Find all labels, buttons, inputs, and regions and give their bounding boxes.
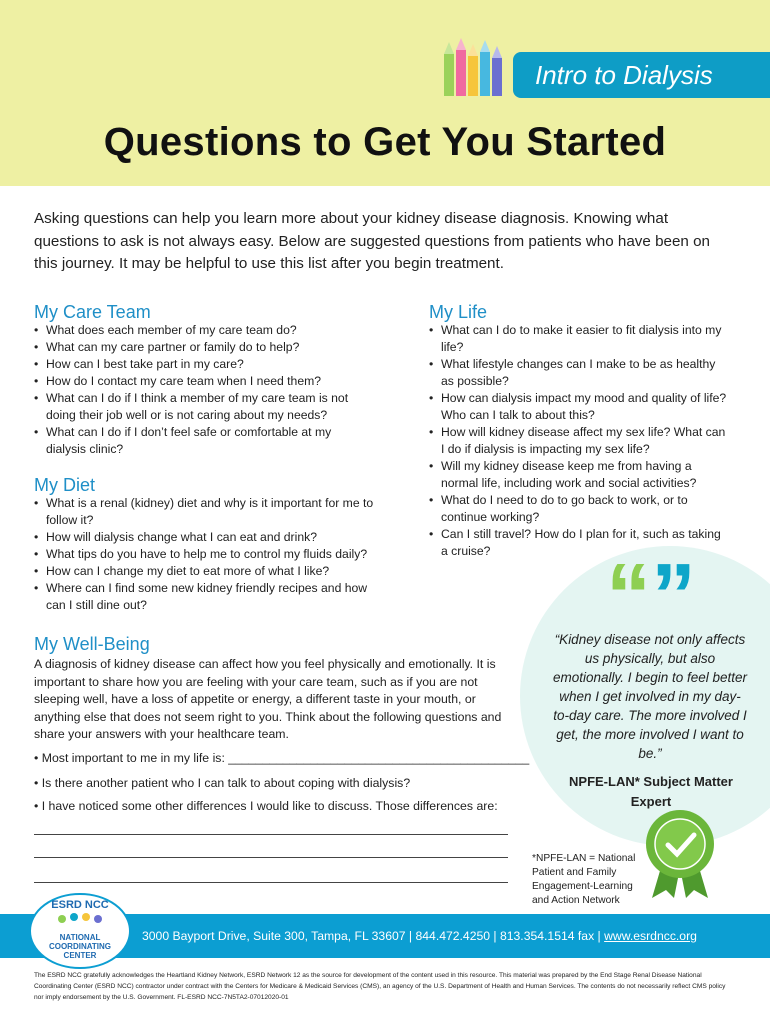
list-item: • Will my kidney disease keep me from having a normal life, including work and social activities? [429, 458, 729, 492]
list-item: • What can I do to make it easier to fit dialysis into my life? [429, 322, 729, 356]
intro-paragraph: Asking questions can help you learn more about your kidney disease diagnosis. Knowing what questions to ask is not always easy. Below are suggested questions from patients who have been on this journey. It may be helpful to use this list after you begin treatment. [34, 210, 710, 272]
fine-print: The ESRD NCC gratefully acknowledges the Heartland Kidney Network, ESRD Network 12 as the source for development of the content used in this resource. This material was prepared by the End Stage Renal Disease National Coordinating Center (ESRD NCC) contractor under contract with the Centers for Medicare & Medicaid Services (CMS), an agency of the U.S. Department of Health and Human Services. The contents do not necessarily reflect CMS policy nor imply endorsement by the U.S. Government. FL-ESRD NCC-7N5TA2-07012020-01 [34, 972, 726, 1001]
list-item: • How do I contact my care team when I need them? [34, 373, 374, 390]
list-item: • Where can I find some new kidney friendly recipes and how can I still dine out? [34, 580, 384, 614]
footer-address: 3000 Bayport Drive, Suite 300, Tampa, FL 33607 | 844.472.4250 | 813.354.1514 fax | [142, 929, 605, 943]
care-team-heading: My Care Team [34, 302, 151, 322]
list-item: • What can my care partner or family do to help? [34, 339, 374, 356]
list-item: • What tips do you have to help me to control my fluids daily? [34, 546, 384, 563]
pencils-icon [440, 38, 510, 96]
answer-line[interactable] [34, 834, 508, 835]
list-item: • What do I need to do to go back to work, or to continue working? [429, 492, 729, 526]
wellbeing-heading: My Well-Being [34, 634, 150, 654]
npfe-footnote: *NPFE-LAN = National Patient and Family Engagement-Learning and Action Network [532, 853, 636, 906]
quote-text: “Kidney disease not only affects us physically, but also emotionally. I begin to feel better when I get involved in my day-to-day care. The more involved I get, the more involved I want to be.” [552, 632, 748, 761]
answer-line[interactable] [34, 857, 508, 858]
list-item: • How can I change my diet to eat more of what I like? [34, 563, 384, 580]
diet-list [34, 495, 384, 614]
wellbeing-question-2: • Is there another patient who I can talk to about coping with dialysis? [34, 776, 411, 790]
header-banner [0, 0, 770, 186]
svg-text:ESRD NCC: ESRD NCC [51, 899, 109, 911]
wellbeing-question-3: • I have noticed some other differences I would like to discuss. Those differences are: [34, 799, 498, 813]
wellbeing-text: A diagnosis of kidney disease can affect how you feel physically and emotionally. It is important to share how you are feeling with your care team, such as if you are not sleeping well, have a loss of appetite or energy, a different taste in your mouth, or anything else that does not seem right to you. Think about the following questions and share your answers with your healthcare team. [34, 657, 502, 741]
diet-heading: My Diet [34, 475, 96, 495]
list-item: • What lifestyle changes can I make to be as healthy as possible? [429, 356, 729, 390]
list-item: • What is a renal (kidney) diet and why is it important for me to follow it? [34, 495, 384, 529]
list-item: • What does each member of my care team do? [34, 322, 374, 339]
answer-line[interactable] [34, 882, 508, 883]
list-item: • How can dialysis impact my mood and quality of life? Who can I talk to about this? [429, 390, 729, 424]
life-list [429, 322, 729, 560]
svg-text:NATIONAL: NATIONAL [59, 933, 101, 942]
page-title: Questions to Get You Started [103, 120, 667, 164]
list-item: • What can I do if I think a member of my care team is not doing their job well or is not caring about my needs? [34, 390, 374, 424]
section-tag: Intro to Dialysis [513, 52, 770, 98]
wellbeing-question-1: • Most important to me in my life is: ____________________________________________ [34, 751, 530, 765]
svg-text:CENTER: CENTER [63, 951, 97, 960]
care-team-list [34, 322, 374, 458]
list-item: • How will dialysis change what I can eat and drink? [34, 529, 384, 546]
website-link[interactable]: www.esrdncc.org [604, 929, 697, 943]
life-heading: My Life [429, 302, 488, 322]
quote-attribution: NPFE-LAN* Subject Matter Expert [569, 774, 733, 809]
patient-badge-icon [640, 808, 720, 900]
svg-text:COORDINATING: COORDINATING [48, 942, 112, 951]
list-item: • Can I still travel? How do I plan for it, such as taking a cruise? [429, 526, 729, 560]
esrd-ncc-logo [28, 892, 132, 970]
quote-marks-icon: “” [606, 546, 696, 646]
list-item: • What can I do if I don’t feel safe or comfortable at my dialysis clinic? [34, 424, 374, 458]
list-item: • How will kidney disease affect my sex life? What can I do if dialysis is impacting my sex life? [429, 424, 729, 458]
list-item: • How can I best take part in my care? [34, 356, 374, 373]
